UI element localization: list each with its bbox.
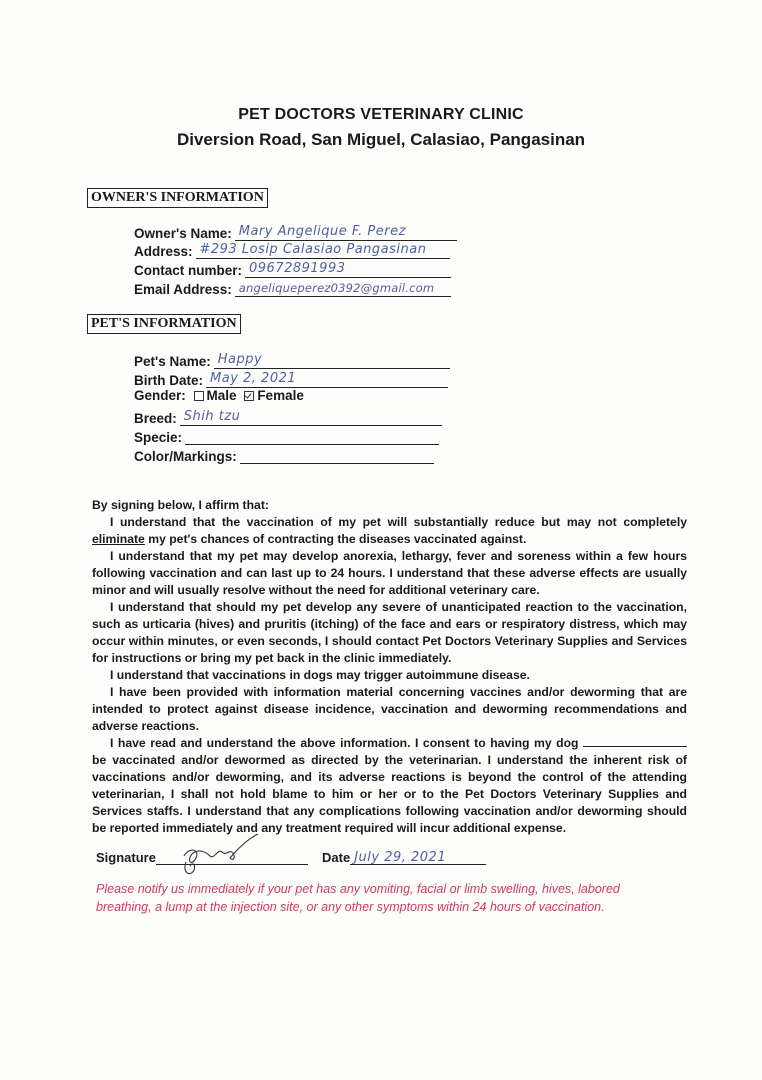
owner-address-value: #293 Losip Calasiao Pangasinan	[199, 242, 427, 257]
owner-name-label: Owner's Name:	[134, 226, 232, 241]
pet-birth-label: Birth Date:	[134, 373, 204, 388]
post-vaccination-note: Please notify us immediately if your pet has any vomiting, facial or limb swelling, hives, labored breathing, a lump at the injection site, or any other symptoms within 24 hours of vaccination.	[96, 882, 620, 914]
owner-contact-row	[134, 259, 451, 279]
date-field[interactable]	[350, 850, 486, 865]
consent-paragraph-2: I understand that my pet may develop anorexia, lethargy, fever and soreness within a few hours following vaccination and can last up to 24 hours. I understand that these adverse effects are usually minor and will usually resolve without the need for additional veterinary care.	[92, 549, 687, 597]
owner-address-row	[134, 240, 450, 260]
consent-paragraph-4: I understand that vaccinations in dogs may trigger autoimmune disease.	[110, 668, 530, 682]
pet-color-label: Color/Markings:	[134, 449, 237, 464]
pet-breed-value: Shih tzu	[183, 409, 241, 424]
date-row	[322, 850, 486, 865]
pet-breed-label: Breed:	[134, 411, 177, 426]
owner-name-row	[134, 222, 457, 242]
owner-section-heading: OWNER'S INFORMATION	[87, 188, 268, 208]
owner-name-value: Mary Angelique F. Perez	[238, 224, 406, 239]
clinic-address: Diversion Road, San Miguel, Calasiao, Pangasinan	[176, 130, 586, 149]
owner-contact-value: 09672891993	[249, 261, 346, 276]
pet-birth-value: May 2, 2021	[210, 371, 297, 386]
consent-paragraph-1	[92, 514, 687, 548]
pet-color-row	[134, 445, 434, 465]
owner-email-label: Email Address:	[134, 282, 232, 297]
consent-p6-tail: be vaccinated and/or dewormed as directed by the veterinarian. I understand the inherent risk of vaccinations and/or deworming, and its adverse reactions is beyond the control of the attending veterinarian, I shall not hold blame to him or her or to the Pet Doctors Veterinary Supplies and Services staffs. I understand that any complications following vaccination and/or deworming should be reported immediately and any treatment required will incur additional expense.	[92, 753, 687, 835]
pet-gender-label: Gender:	[134, 388, 186, 403]
consent-paragraph-6	[92, 735, 687, 837]
clinic-name: PET DOCTORS VETERINARY CLINIC	[238, 106, 524, 123]
date-label: Date	[322, 850, 351, 865]
pet-specie-row	[134, 426, 439, 446]
owner-contact-label: Contact number:	[134, 263, 242, 278]
consent-paragraph-5: I have been provided with information material concerning vaccines and/or deworming that are intended to protect against disease incidence, vaccination and deworming recommendations and adverse reactions.	[92, 685, 687, 733]
owner-name-field[interactable]	[235, 222, 457, 241]
owner-email-field[interactable]	[235, 278, 451, 297]
consent-text	[92, 497, 687, 837]
consent-paragraph-3: I understand that should my pet develop any severe of unanticipated reaction to the vaccination, such as urticaria (hives) and pruritis (itching) of the face and ears or respiratory distress, which may occur within minutes, or even seconds, I should contact Pet Doctors Veterinary Supplies and Services for instructions or bring my pet back in the clinic immediately.	[92, 600, 687, 665]
pet-breed-field[interactable]	[180, 407, 442, 426]
pet-color-field[interactable]	[240, 445, 434, 464]
owner-address-field[interactable]	[196, 240, 450, 259]
pet-breed-row	[134, 407, 442, 427]
gender-male-checkbox[interactable]	[194, 391, 204, 401]
date-value: July 29, 2021	[354, 850, 447, 865]
owner-email-value: angeliqueperez0392@gmail.com	[238, 281, 435, 295]
pet-specie-field[interactable]	[185, 426, 439, 445]
owner-contact-field[interactable]	[245, 259, 451, 278]
pet-section-heading: PET'S INFORMATION	[87, 314, 241, 334]
gender-female-checkbox[interactable]	[244, 391, 254, 401]
pet-name-value: Happy	[217, 352, 263, 367]
gender-male-label: Male	[206, 388, 237, 403]
dog-name-blank[interactable]	[583, 735, 687, 747]
pet-specie-label: Specie:	[134, 430, 183, 445]
consent-p1-underlined: eliminate	[92, 532, 145, 546]
consent-intro: By signing below, I affirm that:	[92, 498, 269, 512]
signature-scribble	[170, 832, 265, 880]
pet-birth-row	[134, 369, 448, 389]
consent-p1-text: I understand that the vaccination of my pet will substantially reduce but may not completely	[110, 515, 687, 529]
pet-name-row	[134, 350, 450, 370]
owner-email-row	[134, 278, 451, 298]
owner-address-label: Address:	[134, 244, 193, 259]
pet-gender-row	[134, 388, 304, 408]
consent-p1-tail: my pet's chances of contracting the diseases vaccinated against.	[144, 532, 527, 546]
signature-label: Signature	[96, 850, 156, 865]
pet-name-field[interactable]	[214, 350, 450, 369]
gender-female-label: Female	[257, 388, 304, 403]
pet-name-label: Pet's Name:	[134, 354, 211, 369]
consent-p6-text: I have read and understand the above information. I consent to having my dog	[110, 736, 579, 750]
pet-birth-field[interactable]	[206, 369, 448, 388]
